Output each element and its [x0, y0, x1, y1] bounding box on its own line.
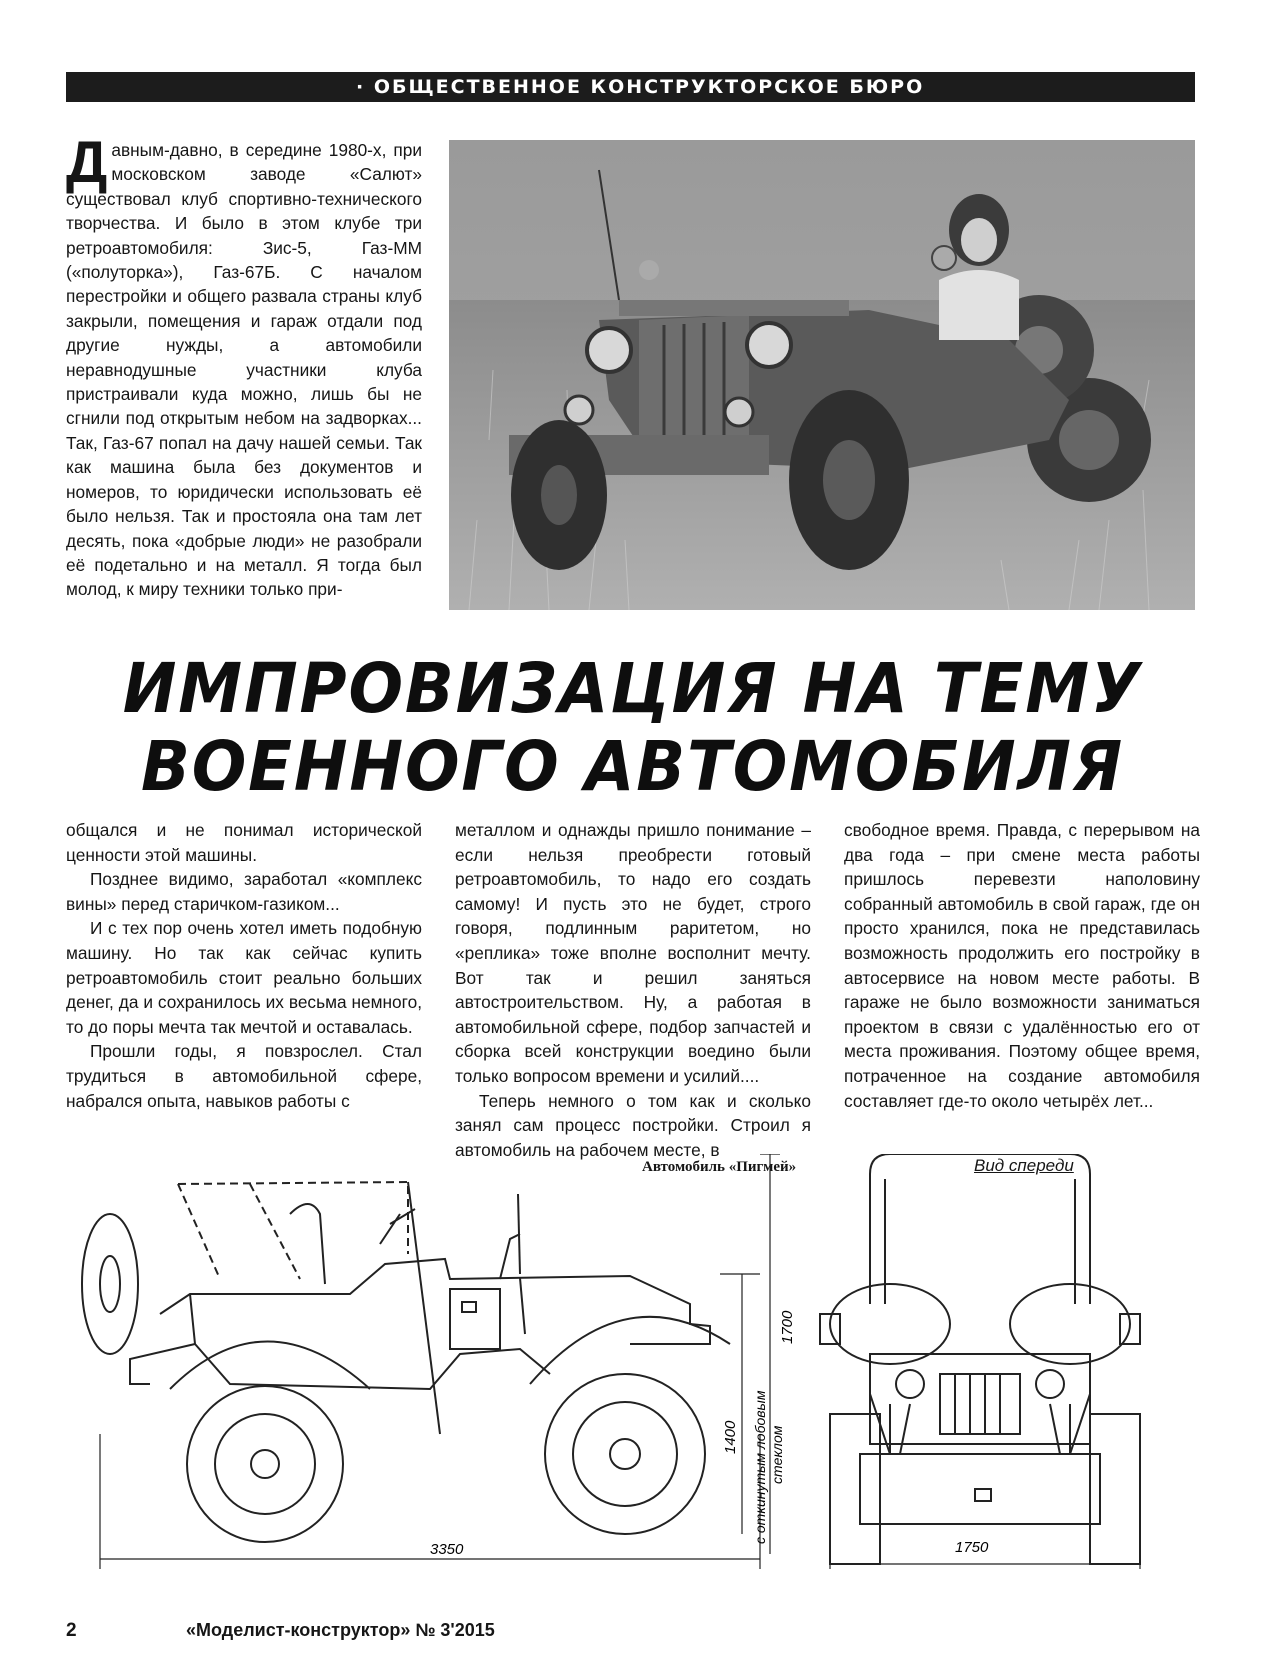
dim-height-note-2: стеклом: [769, 1425, 785, 1484]
intro-body: авным-давно, в середине 1980-х, при московском заводе «Салют» существовал клуб спортивно-технического творчества. И было в этом клубе три ретроавтомобиля: Зис-5, Газ-ММ («полуторка»), Газ-67Б. С началом перестройки и общего развала страны клуб закрыли, помещения и гараж отдали под другие нужды, а автомобили неравнодушные участники клуба пристраивали куда можно, лишь бы не сгнили под открытым небом на задворках... Так, Газ-67 попал на дачу нашей семьи. Так как машина была без документов и номеров, то юридически использовать её было нельзя. Так и простояла она там лет десять, пока «добрые люди» не разобрали её подетально и на металл. Я тогда был молод, к миру техники только при-: [66, 140, 422, 600]
technical-drawing: [70, 1154, 1200, 1574]
article-title: [100, 650, 1165, 806]
page-number: 2: [66, 1620, 77, 1641]
drawing-title: Автомобиль «Пигмей»: [642, 1159, 797, 1175]
magazine-issue: «Моделист-конструктор» № 3'2015: [186, 1620, 495, 1640]
intro-paragraph: [66, 130, 422, 602]
column-paragraph: свободное время. Правда, с перерывом на два года – при смене места работы пришлось перевезти наполовину собранный автомобиль в свой гараж, где он просто хранился, пока не представилась возможность продолжить его постройку в автосервисе на новом месте работы. В гараже не было возможности заниматься проектом в связи с удалённостью его от места проживания. Поэтому общее время, потраченное на создание автомобиля составляет где-то около четырёх лет...: [844, 820, 1200, 1111]
title-line-1: ИМПРОВИЗАЦИЯ НА ТЕМУ: [122, 649, 1143, 729]
column-3: [844, 818, 1200, 1113]
dim-height-folded: 1400: [722, 1420, 739, 1454]
column-1: [66, 818, 422, 1113]
title-line-2: ВОЕННОГО АВТОМОБИЛЯ: [140, 727, 1125, 807]
drop-cap: Д: [66, 130, 108, 195]
column-paragraph: металлом и однажды пришло понимание – если нельзя преобрести готовый ретроавтомобиль, то надо его создать самому! И пусть это не будет, строго говоря, подлинным раритетом, но «реплика» тоже вполне восполнит мечту. Вот так и решил заняться автостроительством. Ну, а работая в автомобильной сфере, подбор запчастей и сборка всей конструкции воедино были только вопросом времени и усилий....: [455, 820, 811, 1086]
front-view-label: Вид спереди: [974, 1156, 1074, 1175]
dim-length: 3350: [430, 1541, 464, 1558]
jeep-photo: [449, 140, 1195, 610]
section-header: · ОБЩЕСТВЕННОЕ КОНСТРУКТОРСКОЕ БЮРО: [66, 72, 1195, 102]
column-paragraph: общался и не понимал исторической ценности этой машины.: [66, 820, 422, 865]
dim-height-note-1: с откинутым лобовым: [752, 1390, 768, 1544]
dim-width: 1750: [955, 1539, 989, 1556]
dim-height: 1700: [779, 1310, 796, 1344]
column-paragraph: И с тех пор очень хотел иметь подобную машину. Но так как сейчас купить ретроавтомобиль стоит реально больших денег, да и сохранилось их весьма немного, то до поры мечта так мечтой и оставалась.: [66, 918, 422, 1037]
column-paragraph: Теперь немного о том как и сколько занял сам процесс постройки. Строил я автомобиль на рабочем месте, в: [455, 1090, 811, 1160]
column-2: [455, 818, 811, 1162]
column-paragraph: Позднее видимо, заработал «комплекс вины» перед старичком-газиком...: [66, 869, 422, 914]
column-paragraph: Прошли годы, я повзрослел. Стал трудиться в автомобильной сфере, набрался опыта, навыков работы с: [66, 1041, 422, 1111]
